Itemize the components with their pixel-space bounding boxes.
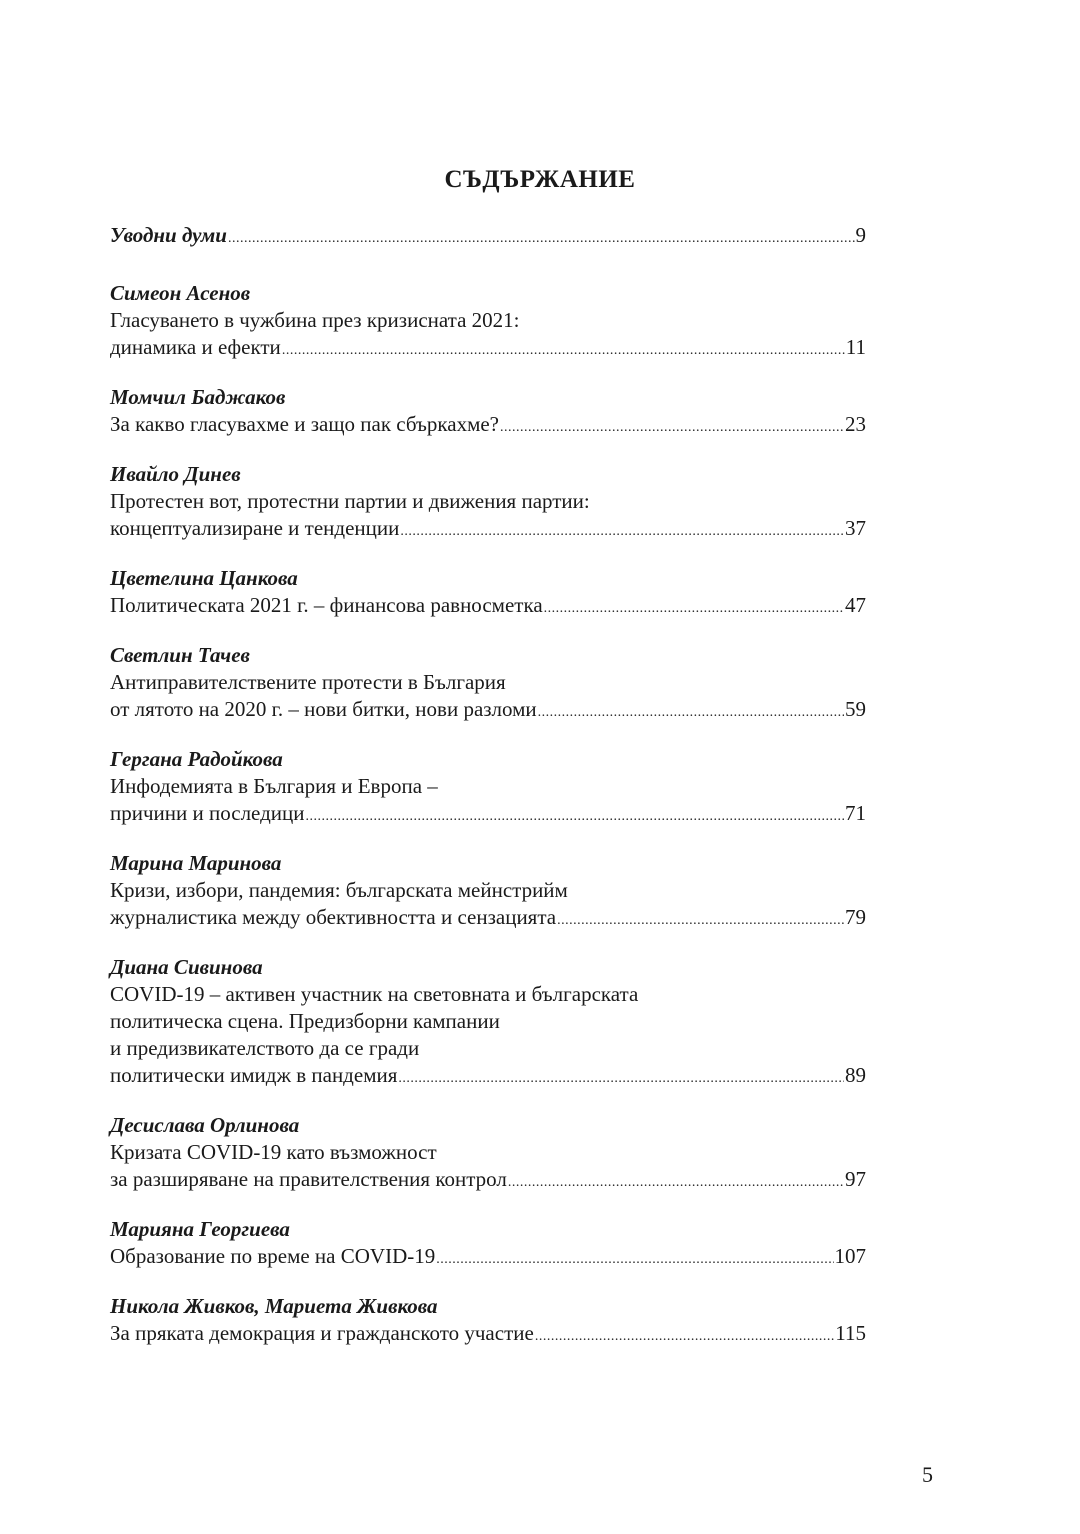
dot-leader bbox=[436, 1246, 833, 1273]
dot-leader bbox=[398, 1065, 844, 1092]
toc-author: Момчил Баджаков bbox=[110, 385, 286, 409]
toc-entry bbox=[110, 746, 866, 830]
toc-title-line: Антиправителствените протести в България bbox=[110, 670, 506, 694]
table-of-contents bbox=[110, 222, 866, 1370]
toc-line bbox=[110, 800, 866, 830]
toc-page-number: 23 bbox=[845, 412, 866, 436]
toc-entry bbox=[110, 461, 866, 545]
dot-leader bbox=[282, 337, 845, 364]
toc-title-line: политически имидж в пандемия bbox=[110, 1063, 398, 1087]
toc-title-line: журналистика между обективността и сензацията bbox=[110, 905, 557, 929]
toc-page-number: 97 bbox=[845, 1167, 866, 1191]
page-number: 5 bbox=[922, 1462, 933, 1487]
toc-author: Десислава Орлинова bbox=[110, 1113, 300, 1137]
toc-title-line: Протестен вот, протестни партии и движения партии: bbox=[110, 489, 590, 513]
toc-title-line: от лятото на 2020 г. – нови битки, нови разломи bbox=[110, 697, 537, 721]
toc-page-number: 47 bbox=[845, 593, 866, 617]
dot-leader bbox=[535, 1323, 834, 1350]
toc-title-line: COVID-19 – активен участник на световната и българската bbox=[110, 982, 639, 1006]
dot-leader bbox=[500, 414, 844, 441]
toc-title-line: За какво гласувахме и защо пак сбъркахме? bbox=[110, 412, 500, 436]
toc-author: Марияна Георгиева bbox=[110, 1217, 290, 1241]
toc-line bbox=[110, 1243, 866, 1273]
toc-entry-intro bbox=[110, 222, 866, 252]
toc-line bbox=[110, 904, 866, 934]
toc-page-number: 107 bbox=[834, 1244, 866, 1268]
toc-line bbox=[110, 1062, 866, 1092]
toc-entry-title: Уводни думи bbox=[110, 223, 227, 247]
toc-page-number: 11 bbox=[845, 335, 866, 359]
page-title: СЪДЪРЖАНИЕ bbox=[444, 166, 636, 193]
toc-line bbox=[110, 1166, 866, 1196]
toc-page-number: 89 bbox=[845, 1063, 866, 1087]
dot-leader bbox=[538, 699, 844, 726]
toc-line bbox=[110, 334, 866, 364]
toc-title-line: Политическата 2021 г. – финансова равносметка bbox=[110, 593, 543, 617]
dot-leader bbox=[228, 225, 855, 252]
toc-entry bbox=[110, 384, 866, 441]
toc-author: Светлин Тачев bbox=[110, 643, 250, 667]
toc-page-number: 59 bbox=[845, 697, 866, 721]
toc-title-line: Гласуването в чужбина през кризисната 2021: bbox=[110, 308, 520, 332]
toc-entries bbox=[110, 280, 866, 1350]
toc-author: Никола Живков, Мариета Живкова bbox=[110, 1294, 438, 1318]
toc-author: Цветелина Цанкова bbox=[110, 566, 298, 590]
dot-leader bbox=[400, 518, 844, 545]
toc-author: Ивайло Динев bbox=[110, 462, 241, 486]
toc-author: Симеон Асенов bbox=[110, 281, 251, 305]
toc-title-line: За пряката демокрация и гражданското участие bbox=[110, 1321, 534, 1345]
toc-entry bbox=[110, 642, 866, 726]
toc-page-number: 71 bbox=[845, 801, 866, 825]
toc-title-line: за разширяване на правителствения контрол bbox=[110, 1167, 507, 1191]
toc-author: Гергана Радойкова bbox=[110, 747, 283, 771]
dot-leader bbox=[306, 803, 845, 830]
toc-page-number: 79 bbox=[845, 905, 866, 929]
toc-title-line: динамика и ефекти bbox=[110, 335, 281, 359]
toc-line bbox=[110, 696, 866, 726]
dot-leader bbox=[557, 907, 844, 934]
toc-line bbox=[110, 592, 866, 622]
toc-title-line: Образование по време на COVID-19 bbox=[110, 1244, 436, 1268]
toc-title-line: и предизвикателството да се гради bbox=[110, 1036, 420, 1060]
toc-entry bbox=[110, 850, 866, 934]
toc-page-number: 37 bbox=[845, 516, 866, 540]
toc-entry bbox=[110, 565, 866, 622]
toc-entry bbox=[110, 1293, 866, 1350]
toc-line bbox=[110, 515, 866, 545]
toc-line bbox=[110, 1320, 866, 1350]
toc-line bbox=[110, 411, 866, 441]
toc-title-line: концептуализиране и тенденции bbox=[110, 516, 400, 540]
dot-leader bbox=[544, 595, 844, 622]
toc-entry bbox=[110, 1112, 866, 1196]
toc-title-line: Инфодемията в България и Европа – bbox=[110, 774, 438, 798]
toc-entry bbox=[110, 954, 866, 1092]
toc-line bbox=[110, 222, 866, 252]
toc-author: Марина Маринова bbox=[110, 851, 282, 875]
toc-title-line: Кризи, избори, пандемия: българската мейнстрийм bbox=[110, 878, 568, 902]
toc-entry bbox=[110, 1216, 866, 1273]
toc-author: Диана Сивинова bbox=[110, 955, 263, 979]
toc-entry bbox=[110, 280, 866, 364]
toc-page-number: 115 bbox=[835, 1321, 866, 1345]
toc-title-line: причини и последици bbox=[110, 801, 305, 825]
toc-title-line: Кризата COVID-19 като възможност bbox=[110, 1140, 437, 1164]
toc-page-number: 9 bbox=[855, 223, 866, 247]
toc-title-line: политическа сцена. Предизборни кампании bbox=[110, 1009, 500, 1033]
dot-leader bbox=[508, 1169, 844, 1196]
